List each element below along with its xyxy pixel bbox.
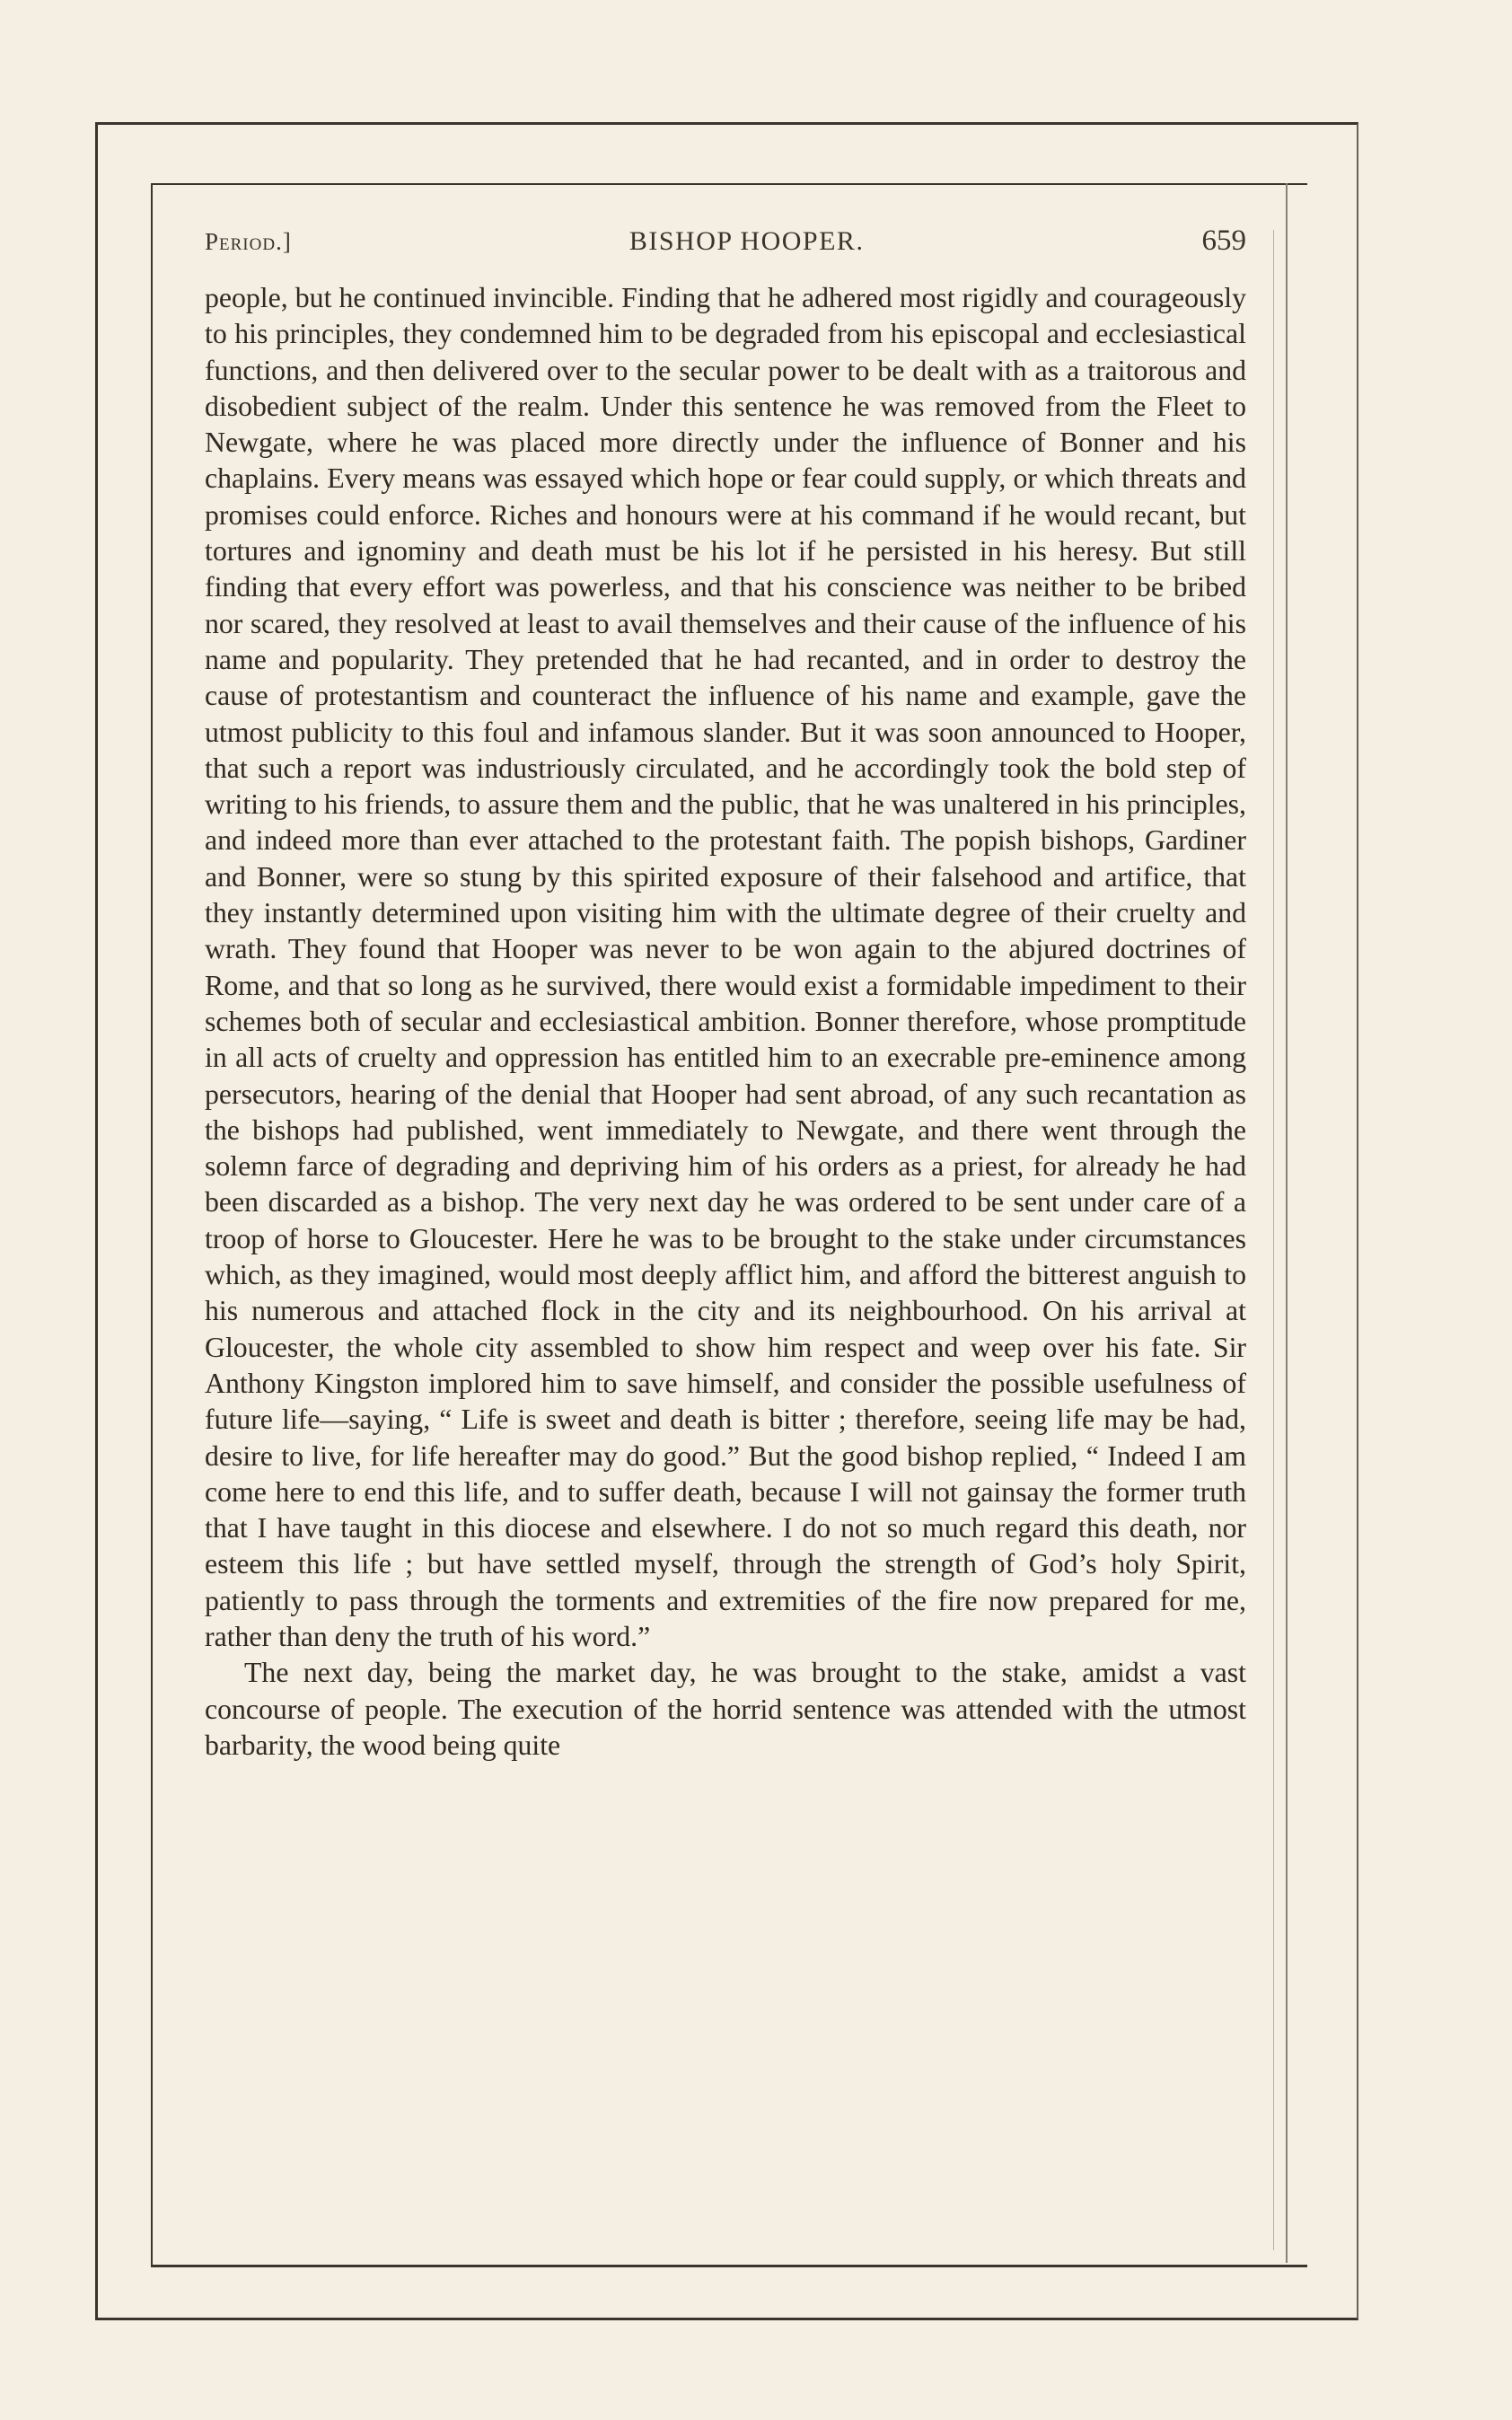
inner-border-shadow-rule [1273, 230, 1274, 2250]
page-number: 659 [1201, 224, 1246, 257]
book-page [205, 224, 1246, 1764]
running-header [205, 224, 1246, 268]
header-chapter-title: BISHOP HOOPER. [629, 226, 865, 256]
header-period-label: Period.] [205, 228, 292, 255]
inner-border-right-rule [1286, 183, 1288, 2263]
paragraph-2: The next day, being the market day, he was brought to the stake, amidst a vast concourse of people. The execution of the horrid sentence was attended with the utmost barbarity, the wood being quite [205, 1657, 1246, 1761]
paragraph-1: people, but he continued invincible. Finding that he adhered most rigidly and courageously to his principles, they condemned him to be degraded from his episcopal and ecclesiastical functions, and then delivered over to the secular power to be dealt with as a traitorous and disobedient subject of the realm. Under this sentence he was removed from the Fleet to Newgate, where he was placed more directly under the influence of Bonner and his chaplains. Every means was essayed which hope or fear could supply, or which threats and promises could enforce. Riches and honours were at his command if he would recant, but tortures and ignominy and death must be his lot if he persisted in his heresy. But still finding that every effort was powerless, and that his conscience was neither to be bribed nor scared, they resolved at least to avail themselves and their cause of the influence of his name and popularity. They pretended that he had recanted, and in order to destroy the cause of protestantism and counteract the influence of his name and example, gave the utmost publicity to this foul and infamous slander. But it was soon announced to Hooper, that such a report was industriously circulated, and he accordingly took the bold step of writing to his friends, to assure them and the public, that he was unaltered in his principles, and indeed more than ever attached to the protestant faith. The popish bishops, Gardiner and Bonner, were so stung by this spirited exposure of their falsehood and artifice, that they instantly determined upon visiting him with the ultimate degree of their cruelty and wrath. They found that Hooper was never to be won again to the abjured doctrines of Rome, and that so long as he survived, there would exist a formidable impediment to their schemes both of secular and ecclesiastical ambition. Bonner therefore, whose promptitude in all acts of cruelty and oppression has entitled him to an execrable pre-eminence among persecutors, hearing of the denial that Hooper had sent abroad, of any such recantation as the bishops had published, went immediately to Newgate, and there went through the solemn farce of degrading and depriving him of his orders as a priest, for already he had been discarded as a bishop. The very next day he was ordered to be sent under care of a troop of horse to Gloucester. Here he was to be brought to the stake under circumstances which, as they imagined, would most deeply afflict him, and afford the bitterest anguish to his numerous and attached flock in the city and its neighbourhood. On his arrival at Gloucester, the whole city assembled to show him respect and weep over his fate. Sir Anthony Kingston implored him to save himself, and consider the possible usefulness of future life—saying, “ Life is sweet and death is bitter ; therefore, seeing life may be had, desire to live, for life hereafter may do good.” But the good bishop replied, “ Indeed I am come here to end this life, and to suffer death, because I will not gainsay the former truth that I have taught in this diocese and elsewhere. I do not so much regard this death, nor esteem this life ; but have settled myself, through the strength of God’s holy Spirit, patiently to pass through the torments and extremities of the fire now prepared for me, rather than deny the truth of his word.” [205, 282, 1246, 1652]
body-text [205, 280, 1246, 1764]
